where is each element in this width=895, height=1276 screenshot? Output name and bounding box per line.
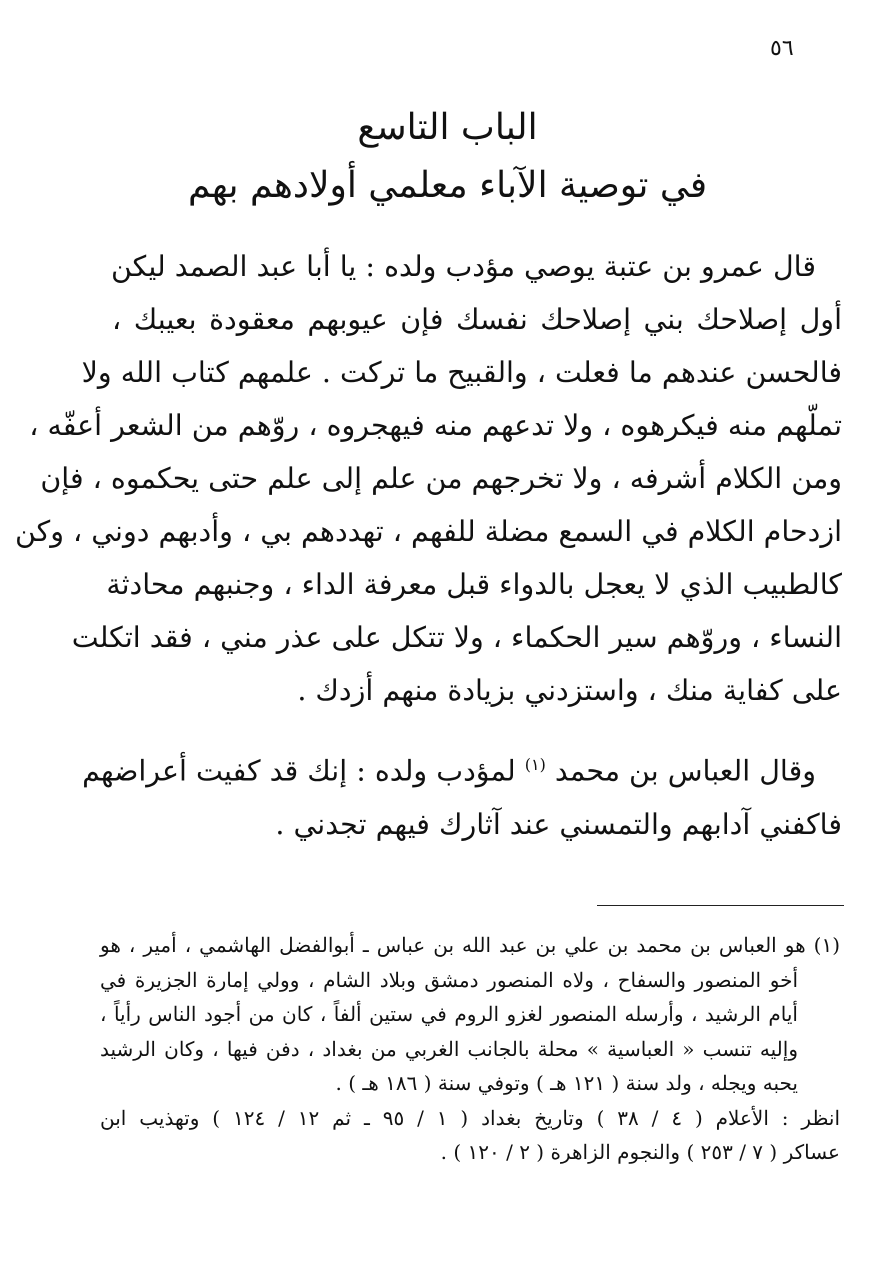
paragraph-line: أول إصلاحك بني إصلاحك نفسك فإن عيوبهم معقودة بعيبك ، [112, 303, 842, 336]
chapter-title: الباب التاسع [357, 107, 538, 148]
page-number: ٥٦ [770, 36, 794, 61]
footnote-reference: (١) [524, 755, 546, 774]
footnote-line: عساكر ( ٧ / ٢٥٣ ) والنجوم الزاهرة ( ٢ / ١٢٠ ) . [440, 1140, 840, 1164]
paragraph-line: النساء ، وروّهم سير الحكماء ، ولا تتكل على عذر مني ، فقد اتكلت [71, 621, 842, 654]
paragraph-line: ازدحام الكلام في السمع مضلة للفهم ، تهددهم بي ، وأدبهم دوني ، وكن [14, 515, 842, 548]
footnote-separator [597, 905, 844, 906]
paragraph-line: على كفاية منك ، واستزدني بزيادة منهم أزدك . [297, 674, 842, 707]
chapter-subtitle: في توصية الآباء معلمي أولادهم بهم [187, 165, 708, 206]
footnote-line: وإليه تنسب « العباسية » محلة بالجانب الغربي من بغداد ، دفن فيها ، وكان الرشيد [100, 1036, 798, 1061]
footnote-line: انظر : الأعلام ( ٤ / ٣٨ ) وتاريخ بغداد ( ١ / ٩٥ ـ ثم ١٢ / ١٢٤ ) وتهذيب ابن [100, 1105, 840, 1130]
footnote-line: (١) هو العباس بن محمد بن علي بن عبد الله بن عباس ـ أبوالفضل الهاشمي ، أمير ، هو [100, 933, 840, 957]
paragraph-line [82, 738, 842, 798]
paragraph-1 [14, 240, 842, 717]
paragraph-text: لمؤدب ولده : إنك قد كفيت أعراضهم [82, 754, 516, 788]
paragraph-line: فاكفني آدابهم والتمسني عند آثارك فيهم تجدني . [275, 807, 842, 841]
paragraph-line: كالطبيب الذي لا يعجل بالدواء قبل معرفة الداء ، وجنبهم محادثة [106, 568, 842, 601]
paragraph-line: تملّهم منه فيكرهوه ، ولا تدعهم منه فيهجروه ، روّهم من الشعر أعفّه ، [29, 409, 842, 442]
paragraph-2 [82, 738, 842, 851]
footnote-line: أخو المنصور والسفاح ، ولاه المنصور دمشق وبلاد الشام ، وولي إمارة الجزيرة في [100, 967, 798, 992]
paragraph-line: فالحسن عندهم ما فعلت ، والقبيح ما تركت . علمهم كتاب الله ولا [81, 356, 842, 389]
paragraph-text: وقال العباس بن محمد [554, 754, 816, 788]
footnote-line: يحبه ويجله ، ولد سنة ( ١٢١ هـ ) وتوفي سنة ( ١٨٦ هـ ) . [335, 1071, 798, 1095]
paragraph-line: ومن الكلام أشرفه ، ولا تخرجهم من علم إلى علم حتى يحكموه ، فإن [40, 462, 842, 495]
footnotes [100, 928, 840, 1170]
footnote-line: أيام الرشيد ، وأرسله المنصور لغزو الروم في ستين ألفاً ، كان من أجود الناس رأياً ، [100, 1002, 798, 1026]
paragraph-line: قال عمرو بن عتبة يوصي مؤدب ولده : يا أبا عبد الصمد ليكن [110, 250, 816, 283]
